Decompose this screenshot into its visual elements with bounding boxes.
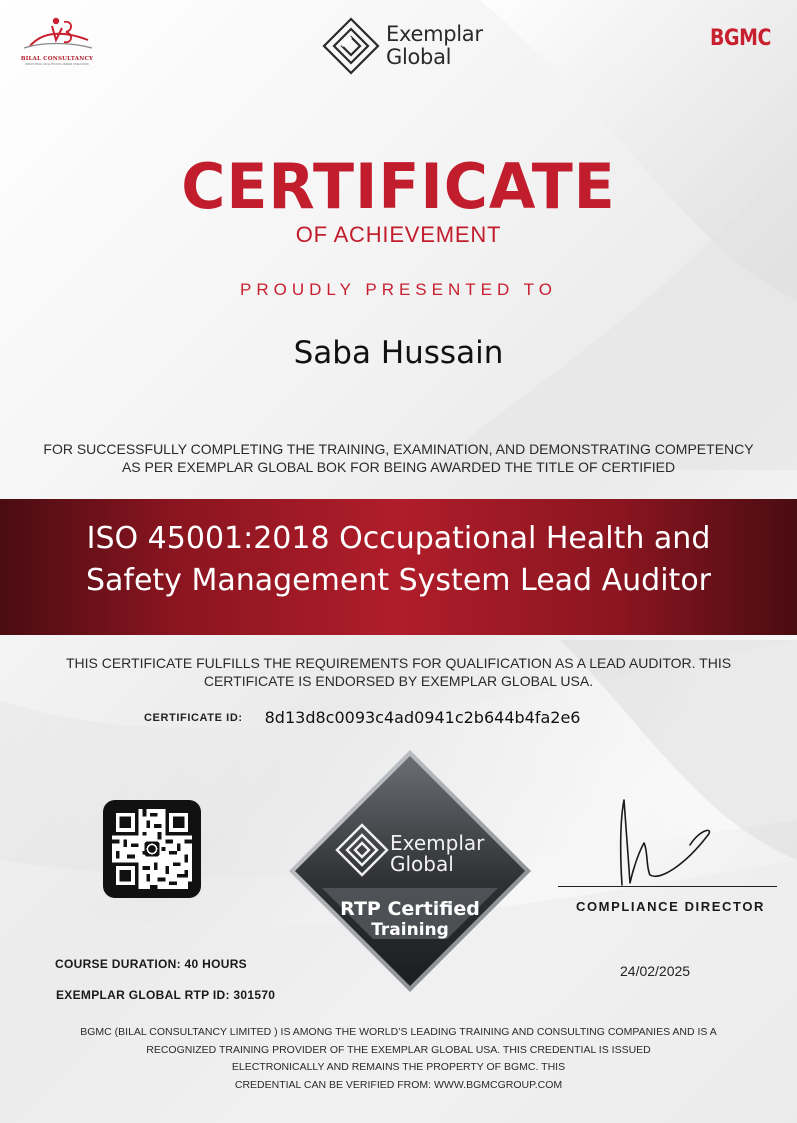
badge-line-2: Training <box>371 920 449 940</box>
certificate-id-value: 8d13d8c0093c4ad0941c2b644b4fa2e6 <box>264 708 581 727</box>
bilal-logo-icon <box>12 12 102 56</box>
footer-line-4: CREDENTIAL CAN BE VERIFIED FROM: WWW.BGMCGROUP.COM <box>234 1078 563 1091</box>
exemplar-word: Exemplar <box>386 22 483 46</box>
signatory-title: COMPLIANCE DIRECTOR <box>575 899 766 914</box>
exemplar-global-logo <box>322 16 497 76</box>
footer-statement <box>30 1024 767 1094</box>
issue-date: 24/02/2025 <box>620 963 691 979</box>
footer-line-2: RECOGNIZED TRAINING PROVIDER OF THE EXEMPLAR GLOBAL USA. THIS CREDENTIAL IS ISSUED <box>146 1043 651 1056</box>
global-word: Global <box>386 45 452 69</box>
course-title <box>30 518 767 602</box>
bilal-consultancy-logo <box>12 12 102 72</box>
recipient-name: Saba Hussain <box>293 335 504 371</box>
badge-line-1: RTP Certified <box>340 898 480 920</box>
certificate-id <box>144 708 580 727</box>
rtp-id: EXEMPLAR GLOBAL RTP ID: 301570 <box>56 988 276 1002</box>
badge-brand-line-2: Global <box>390 852 454 876</box>
certificate-id-label: CERTIFICATE ID: <box>144 711 243 724</box>
fulfills-statement: THIS CERTIFICATE FULFILLS THE REQUIREMENTS FOR QUALIFICATION AS A LEAD AUDITOR. THIS CERTIFICATE IS ENDORSED BY EXEMPLAR GLOBAL USA. <box>65 655 732 689</box>
certificate-title: CERTIFICATE <box>181 150 616 223</box>
exemplar-global-wordmark <box>386 23 483 69</box>
signature-mark <box>590 795 730 890</box>
course-duration: COURSE DURATION: 40 HOURS <box>55 957 247 971</box>
certificate-subtitle: OF ACHIEVEMENT <box>295 222 502 247</box>
exemplar-diamond-icon <box>322 17 380 75</box>
course-title-line-1: ISO 45001:2018 Occupational Health and <box>86 521 711 556</box>
bilal-logo-tagline: INDUSTRIAL SOLUTIONS UNDER ONE ROOF <box>24 62 90 66</box>
bgmc-logo: BGMC <box>710 26 771 51</box>
presented-to-label: PROUDLY PRESENTED TO <box>240 280 557 299</box>
badge-brand-line-1: Exemplar <box>390 831 485 855</box>
bilal-logo-name: BILAL CONSULTANCY <box>20 56 94 62</box>
signature-line <box>558 886 777 887</box>
intro-statement: FOR SUCCESSFULLY COMPLETING THE TRAINING, EXAMINATION, AND DEMONSTRATING COMPETENCY AS PER EXEMPLAR GLOBAL BOK FOR BEING AWARDED THE TITLE OF CERTIFIED <box>43 441 754 475</box>
qr-code-icon <box>112 809 192 889</box>
rtp-certified-badge <box>287 748 533 994</box>
footer-line-1: BGMC (BILAL CONSULTANCY LIMITED ) IS AMONG THE WORLD’S LEADING TRAINING AND CONSULTING COMPANIES AND IS A <box>80 1026 717 1038</box>
course-title-line-2: Safety Management System Lead Auditor <box>85 563 712 598</box>
footer-line-3: ELECTRONICALLY AND REMAINS THE PROPERTY OF BGMC. THIS <box>231 1061 566 1073</box>
verification-qr-code[interactable] <box>103 800 201 898</box>
